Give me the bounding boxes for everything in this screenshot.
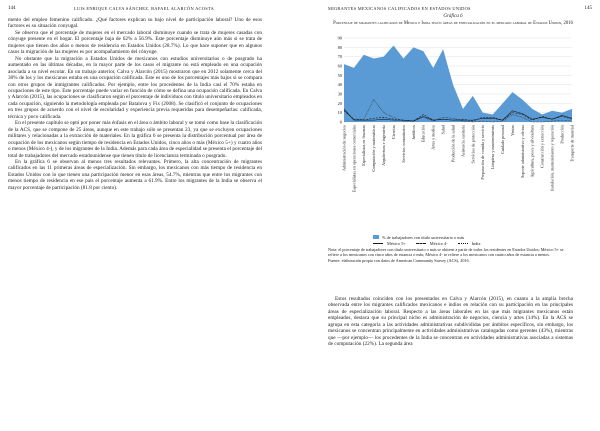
figure-label: Gráfica 6	[443, 14, 463, 19]
paragraph: Se observa que el porcentaje de mujeres en el mercado laboral disminuye cuando se trata de mujeres casadas con cónyuge presente en el hogar. El porcentaje baja de 62% a 56.9%. Este porcentaje disminuye aún más si se trata de mujeres que tienen dos años o menos de residencia en Estados Unidos (28.7%). Lo que hace suponer que en algunos casos la migración de las mujeres es por acompañamiento del cónyuge.	[8, 29, 262, 56]
y-tick-label: 50	[337, 72, 342, 78]
legend	[373, 234, 563, 246]
paragraph: En el presente capítulo se optó por poner más énfasis en el área o ámbito laboral y se tomó como base la clasificación de la ACS, que se compone de 25 áreas, aunque en este trabajo sólo se presentan 23, ya que se excluyen ocupaciones militares y relacionadas a la extracción de materiales. En la gráfica 6 se presenta la distribución porcentual por área de ocupación de los mexicanos según tiempo de residencia en Estados Unidos, cinco años o más (México 5+) y cuatro años o menos (México 4-), y de los migrantes de la India. Además para cada área de especialidad se presenta el porcentaje del total de trabajadores del mercado estadounidense que tienen título de licenciatura terminada o posgrado.	[8, 120, 262, 159]
source-text: Fuente: elaboración propia con datos de American Community Survey (ACS), 2016.	[328, 257, 470, 263]
x-category-label: Arquitectura e ingeniería	[381, 125, 387, 166]
x-category-label: Instalación, mantenimiento y reparación	[549, 125, 555, 191]
x-category-label: Servicios comunitarios	[400, 125, 406, 163]
x-category-label: Ventas	[509, 125, 515, 136]
y-tick-label: 0	[339, 119, 342, 125]
legend-label: % de trabajadores con título universitario o más	[382, 234, 465, 240]
x-category-label: Administración de negocios	[341, 125, 347, 171]
x-category-label: Educación	[420, 125, 426, 143]
x-category-label: Construcción y extracción	[539, 125, 545, 168]
x-category-label: Cuidado personal	[500, 125, 506, 154]
note-text: Nota: el porcentaje de trabajadores con título universitario o más se obtiene a partir de todos los residentes en Estados Unidos; México 5+ se refiere a los mexicanos con cinco años de estancia o más; México 4- se refiere a los mexicanos con cuatro años de estancia o menos.	[328, 247, 564, 258]
running-head: LUIS ENRIQUE CALVA SÁNCHEZ, RAFAEL ALARCÓN ACOSTA	[74, 6, 215, 11]
figure-title: Porcentaje de migrantes calificados de México e India según áreas de especialización en el mercado laboral de Estados Unidos, 2016	[333, 21, 573, 26]
page-number: 144	[8, 6, 16, 11]
x-category-label: Computación y matemáticas	[371, 125, 377, 172]
body-text	[328, 296, 573, 348]
x-category-label: Ciencias	[390, 125, 396, 140]
page-number: 145	[584, 6, 592, 11]
y-tick-label: 30	[337, 91, 342, 97]
figure	[328, 14, 578, 246]
y-tick-label: 60	[337, 63, 342, 69]
y-tick-label: 10	[337, 110, 342, 116]
x-category-label: Especialistas en operaciones comerciales	[351, 125, 357, 193]
area-series-universitario	[344, 45, 572, 122]
x-category-label: Preparación de comida y servicio	[480, 125, 486, 180]
y-tick-label: 70	[337, 54, 342, 60]
x-category-label: Producción	[559, 125, 565, 144]
legend-label: México 5+	[387, 240, 406, 246]
legend-label: India	[471, 240, 481, 246]
x-category-label: Artes y medios	[430, 125, 436, 150]
x-category-label: Salud	[440, 125, 446, 135]
x-category-label: Limpieza y mantenimiento	[490, 125, 496, 170]
right-page	[300, 0, 600, 431]
paragraph: En la gráfica 6 se observan al menos tres resultados relevantes. Primero, la alta concentración de migrantes calificados en las 11 primeras áreas de especialización. Sin embargo, los mexicanos con más tiempo de residencia en Estados Unidos con lo que tienen una participación menor en esas áreas, 54.7%, mientras que entre los migrantes con menos tiempo de residencia en ese país el porcentaje aumenta a 61.9%. Entre los migrantes de la India se observa el mayor porcentaje de participación (81.8 por ciento).	[8, 158, 262, 191]
body-text	[8, 17, 262, 191]
x-category-label: Jurídicos	[410, 125, 416, 140]
x-category-label: Agricultura, pesca y silvicultura	[529, 125, 535, 178]
x-category-label: Soporte administrativo y oficina	[519, 125, 525, 178]
paragraph: Estos resultados coinciden con los presentados en Calva y Alarcón (2015), en cuanto a la amplia brecha observada entre los migrantes calificados mexicanos e indios en relación con su participación en las principales áreas de especialización laboral. Respecto a las áreas laborales en las que más migrantes mexicanos están empleados, destaca que su principal nicho es administración de negocios, ciencia y artes (14%). En la ACS se agrupa en esta categoría a las actividades administrativas subdivididas por ámbitos específicos, sin embargo, los mexicanos se concentran principalmente en actividades administrativas catalogadas como gerentes (43%), mientras que —por ejemplo— los procedentes de la India se concentran en actividades administrativas asociadas a sistemas de computación (22%). La segunda área	[328, 296, 573, 348]
legend-swatch-area	[373, 235, 379, 239]
y-tick-label: 80	[337, 44, 342, 50]
paragraph: No obstante que la migración a Estados Unidos de mexicanos con estudios universitarios o de posgrado ha aumentado en las últimas décadas, en la mayor parte de los casos el migrante no está empleado en una ocupación asociada a su nivel escolar. En un trabajo anterior, Calva y Alarcón (2015) mostraron que en 2012 solamente cerca del 30% de los y los mexicanos estaba en una ocupación calificada. Este es uno de los porcentajes más bajos si se compara con otros grupos de inmigrantes calificados. Por ejemplo, entre los procedentes de la India casi el 70% estaba en ocupaciones de este tipo. Este porcentaje puede variar en función de cómo se defina una ocupación calificada. En Calva y Alarcón (2015), las ocupaciones se clasificaron según el porcentaje de individuos con título universitario empleados en cada ocupación, siguiendo la metodología empleada por Batalova y Fix (2008). Se clasificó el conjunto de ocupaciones en tres grupos de acuerdo con el nivel de escolaridad y experiencia previa requeridas para desempeñarlas: calificada, técnica y poco calificada.	[8, 55, 262, 120]
y-tick-label: 90	[337, 35, 342, 41]
legend-swatch-dashed	[416, 243, 426, 244]
x-category-label: Producción de la salud	[450, 125, 456, 163]
paragraph: mento del empleo femenino calificado. ¿Qué factores explican su bajo nivel de participación laboral? Uno de esos factores es su situación conyugal.	[8, 17, 262, 30]
x-category-label: Asistencia sanitaria	[460, 125, 466, 157]
legend-swatch-dotted	[458, 243, 468, 244]
legend-item	[373, 240, 563, 246]
area-chart	[328, 34, 578, 234]
figure-note	[328, 247, 573, 263]
x-category-label: Especialistas en finanzas	[361, 125, 367, 166]
x-category-label: Servicios de protección	[470, 125, 476, 164]
running-head: MIGRANTES MEXICANOS CALIFICADOS EN ESTADOS UNIDOS	[328, 6, 471, 11]
x-category-label: Transporte de material	[569, 125, 575, 162]
y-tick-label: 40	[337, 82, 342, 88]
legend-label: México 4-	[429, 240, 448, 246]
y-tick-label: 20	[337, 100, 342, 106]
legend-swatch-solid	[373, 243, 383, 244]
